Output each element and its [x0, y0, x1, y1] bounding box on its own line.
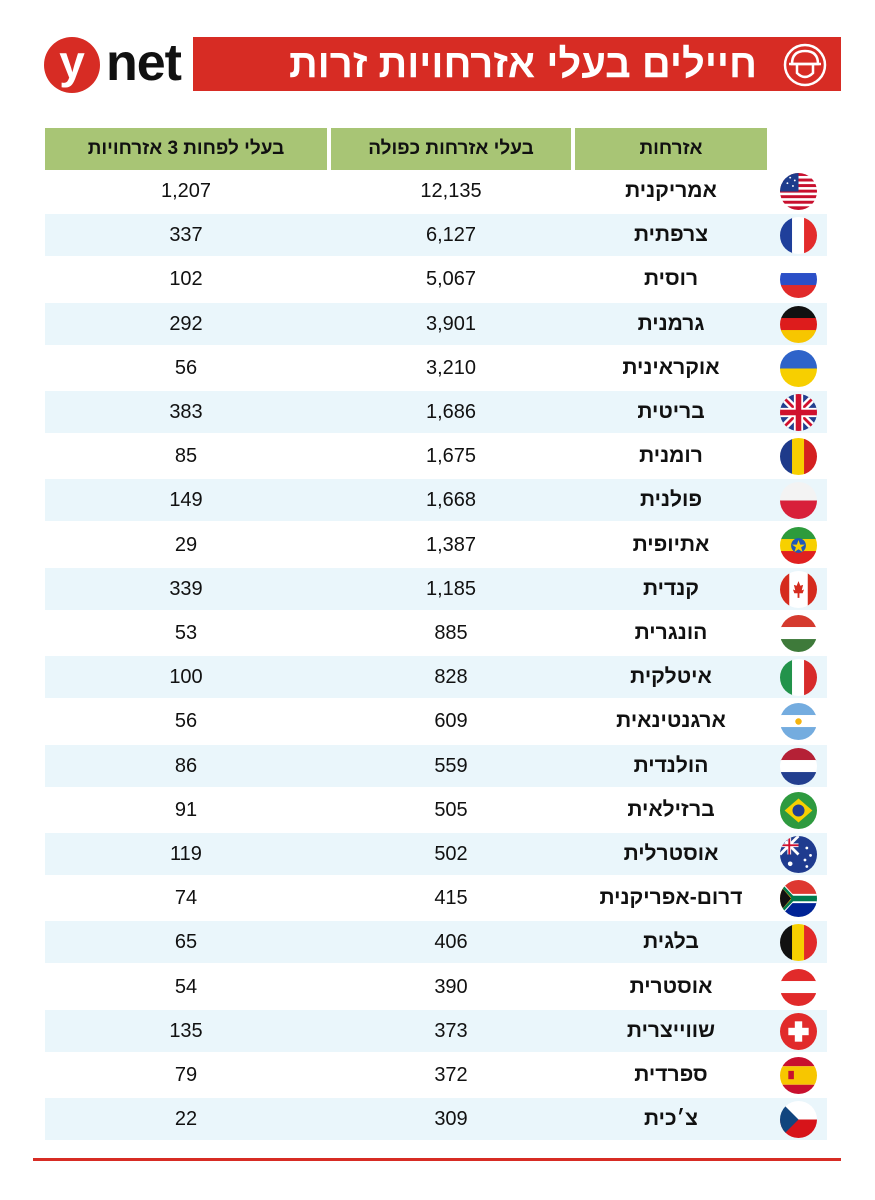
country-cell: קנדית [643, 576, 699, 600]
country-cell: אמריקנית [625, 179, 717, 202]
table-row [45, 479, 827, 521]
usa-flag-icon [780, 173, 817, 215]
three-citizenships-cell: 135 [169, 1019, 203, 1042]
country-cell: הונגרית [634, 621, 708, 644]
three-citizenships-cell: 100 [169, 666, 203, 689]
table-row [45, 347, 827, 389]
three-citizenships-cell: 86 [174, 754, 198, 777]
dual-citizenship-cell: 1,686 [425, 401, 477, 423]
dual-citizenship-cell: 1,668 [425, 489, 477, 512]
dual-citizenship-cell: 6,127 [425, 224, 477, 247]
netherlands-flag-icon [780, 748, 817, 790]
three-citizenships-cell: 22 [174, 1108, 198, 1131]
ynet-logo-y: y [44, 37, 100, 93]
three-citizenships-cell: 119 [170, 843, 202, 865]
table-row [45, 258, 827, 300]
dual-citizenship-cell: 3,210 [425, 356, 477, 379]
three-citizenships-cell: 79 [174, 1064, 198, 1086]
table-row [45, 921, 827, 963]
dual-citizenship-cell: 885 [434, 622, 468, 644]
page-title: חיילים בעלי אזרחויות זרות [288, 42, 757, 86]
three-citizenships-cell: 339 [169, 577, 203, 600]
dual-citizenship-cell: 5,067 [425, 268, 477, 291]
dual-citizenship-cell: 1,185 [425, 577, 477, 600]
table-row [45, 303, 827, 345]
ynet-logo-net: net [106, 34, 181, 92]
three-citizenships-cell: 383 [169, 401, 203, 423]
table-row [45, 568, 827, 610]
czech-flag-icon [780, 1101, 817, 1143]
table-row [45, 966, 827, 1008]
uk-flag-icon [780, 394, 817, 436]
table-row [45, 656, 827, 698]
three-citizenships-cell: 56 [174, 356, 198, 379]
country-cell: דרום-אפריקנית [599, 886, 743, 910]
france-flag-icon [780, 217, 817, 259]
ethiopia-flag-icon [780, 527, 817, 569]
dual-citizenship-cell: 1,387 [425, 533, 477, 556]
poland-flag-icon [780, 482, 817, 524]
country-cell: אוסטרלית [623, 842, 719, 865]
country-cell: ספרדית [634, 1063, 708, 1086]
dual-citizenship-cell: 406 [434, 931, 468, 954]
table-row [45, 833, 827, 875]
table-row [45, 214, 827, 256]
canada-flag-icon [780, 571, 817, 613]
russia-flag-icon [780, 261, 817, 303]
table-row [45, 877, 827, 919]
dual-citizenship-cell: 12,135 [420, 180, 482, 202]
dual-citizenship-cell: 309 [434, 1108, 468, 1131]
three-citizenships-cell: 54 [174, 975, 198, 998]
three-citizenships-cell: 91 [174, 798, 198, 821]
table-row [45, 789, 827, 831]
ukraine-flag-icon [780, 350, 817, 392]
three-citizenships-cell: 1,207 [160, 180, 212, 202]
country-cell: בלגית [643, 930, 699, 954]
country-cell: שווייצרית [626, 1018, 716, 1042]
header-citizenship: אזרחות [575, 128, 767, 170]
dual-citizenship-cell: 3,901 [425, 312, 477, 335]
soldier-helmet-icon [783, 43, 827, 87]
three-citizenships-cell: 74 [174, 887, 198, 910]
country-cell: רומנית [639, 444, 703, 468]
three-citizenships-cell: 337 [169, 224, 203, 247]
table-row [45, 1054, 827, 1096]
three-citizenships-cell: 85 [174, 445, 198, 468]
table-row [45, 612, 827, 654]
spain-flag-icon [780, 1057, 817, 1099]
dual-citizenship-cell: 390 [434, 975, 468, 998]
hungary-flag-icon [780, 615, 817, 657]
table-row [45, 700, 827, 742]
romania-flag-icon [780, 438, 817, 480]
australia-flag-icon [780, 836, 817, 878]
germany-flag-icon [780, 306, 817, 348]
table-row [45, 391, 827, 433]
table-row [45, 745, 827, 787]
dual-citizenship-cell: 372 [434, 1064, 468, 1086]
ynet-logo [44, 34, 184, 93]
belgium-flag-icon [780, 924, 817, 966]
dual-citizenship-cell: 373 [434, 1019, 468, 1042]
country-cell: פולנית [639, 488, 703, 512]
bottom-divider [33, 1158, 841, 1161]
table-row [45, 524, 827, 566]
title-banner [193, 37, 841, 91]
table-row [45, 1010, 827, 1052]
country-cell: רוסית [643, 267, 699, 291]
dual-citizenship-cell: 559 [434, 754, 468, 777]
country-cell: אוקראינית [622, 355, 720, 379]
country-cell: גרמנית [637, 311, 705, 335]
country-cell: בריטית [637, 400, 705, 423]
south-africa-flag-icon [780, 880, 817, 922]
country-cell: הולנדית [633, 753, 709, 777]
table-row [45, 435, 827, 477]
three-citizenships-cell: 292 [169, 312, 203, 335]
three-citizenships-cell: 29 [174, 533, 198, 556]
austria-flag-icon [780, 969, 817, 1011]
three-citizenships-cell: 102 [169, 268, 203, 291]
three-citizenships-cell: 53 [174, 622, 198, 644]
three-citizenships-cell: 149 [169, 489, 203, 512]
dual-citizenship-cell: 609 [434, 710, 468, 733]
brazil-flag-icon [780, 792, 817, 834]
country-cell: צרפתית [633, 223, 708, 247]
dual-citizenship-cell: 505 [434, 798, 468, 821]
header-three: בעלי לפחות 3 אזרחויות [45, 128, 327, 170]
country-cell: אתיופית [632, 532, 710, 556]
dual-citizenship-cell: 502 [434, 843, 468, 865]
three-citizenships-cell: 56 [174, 710, 198, 733]
switzerland-flag-icon [780, 1013, 817, 1055]
dual-citizenship-cell: 828 [434, 666, 468, 689]
dual-citizenship-cell: 415 [434, 887, 468, 910]
argentina-flag-icon [780, 703, 817, 745]
country-cell: איטלקית [630, 665, 712, 689]
header-dual: בעלי אזרחות כפולה [331, 128, 571, 170]
dual-citizenship-cell: 1,675 [425, 445, 477, 468]
country-cell: ארגנטינאית [616, 709, 726, 733]
country-cell: צ׳כית [644, 1107, 698, 1131]
table-row [45, 170, 827, 212]
country-cell: ברזילאית [627, 797, 715, 821]
italy-flag-icon [780, 659, 817, 701]
country-cell: אוסטרית [629, 974, 713, 998]
table-row [45, 1098, 827, 1140]
three-citizenships-cell: 65 [174, 931, 198, 954]
